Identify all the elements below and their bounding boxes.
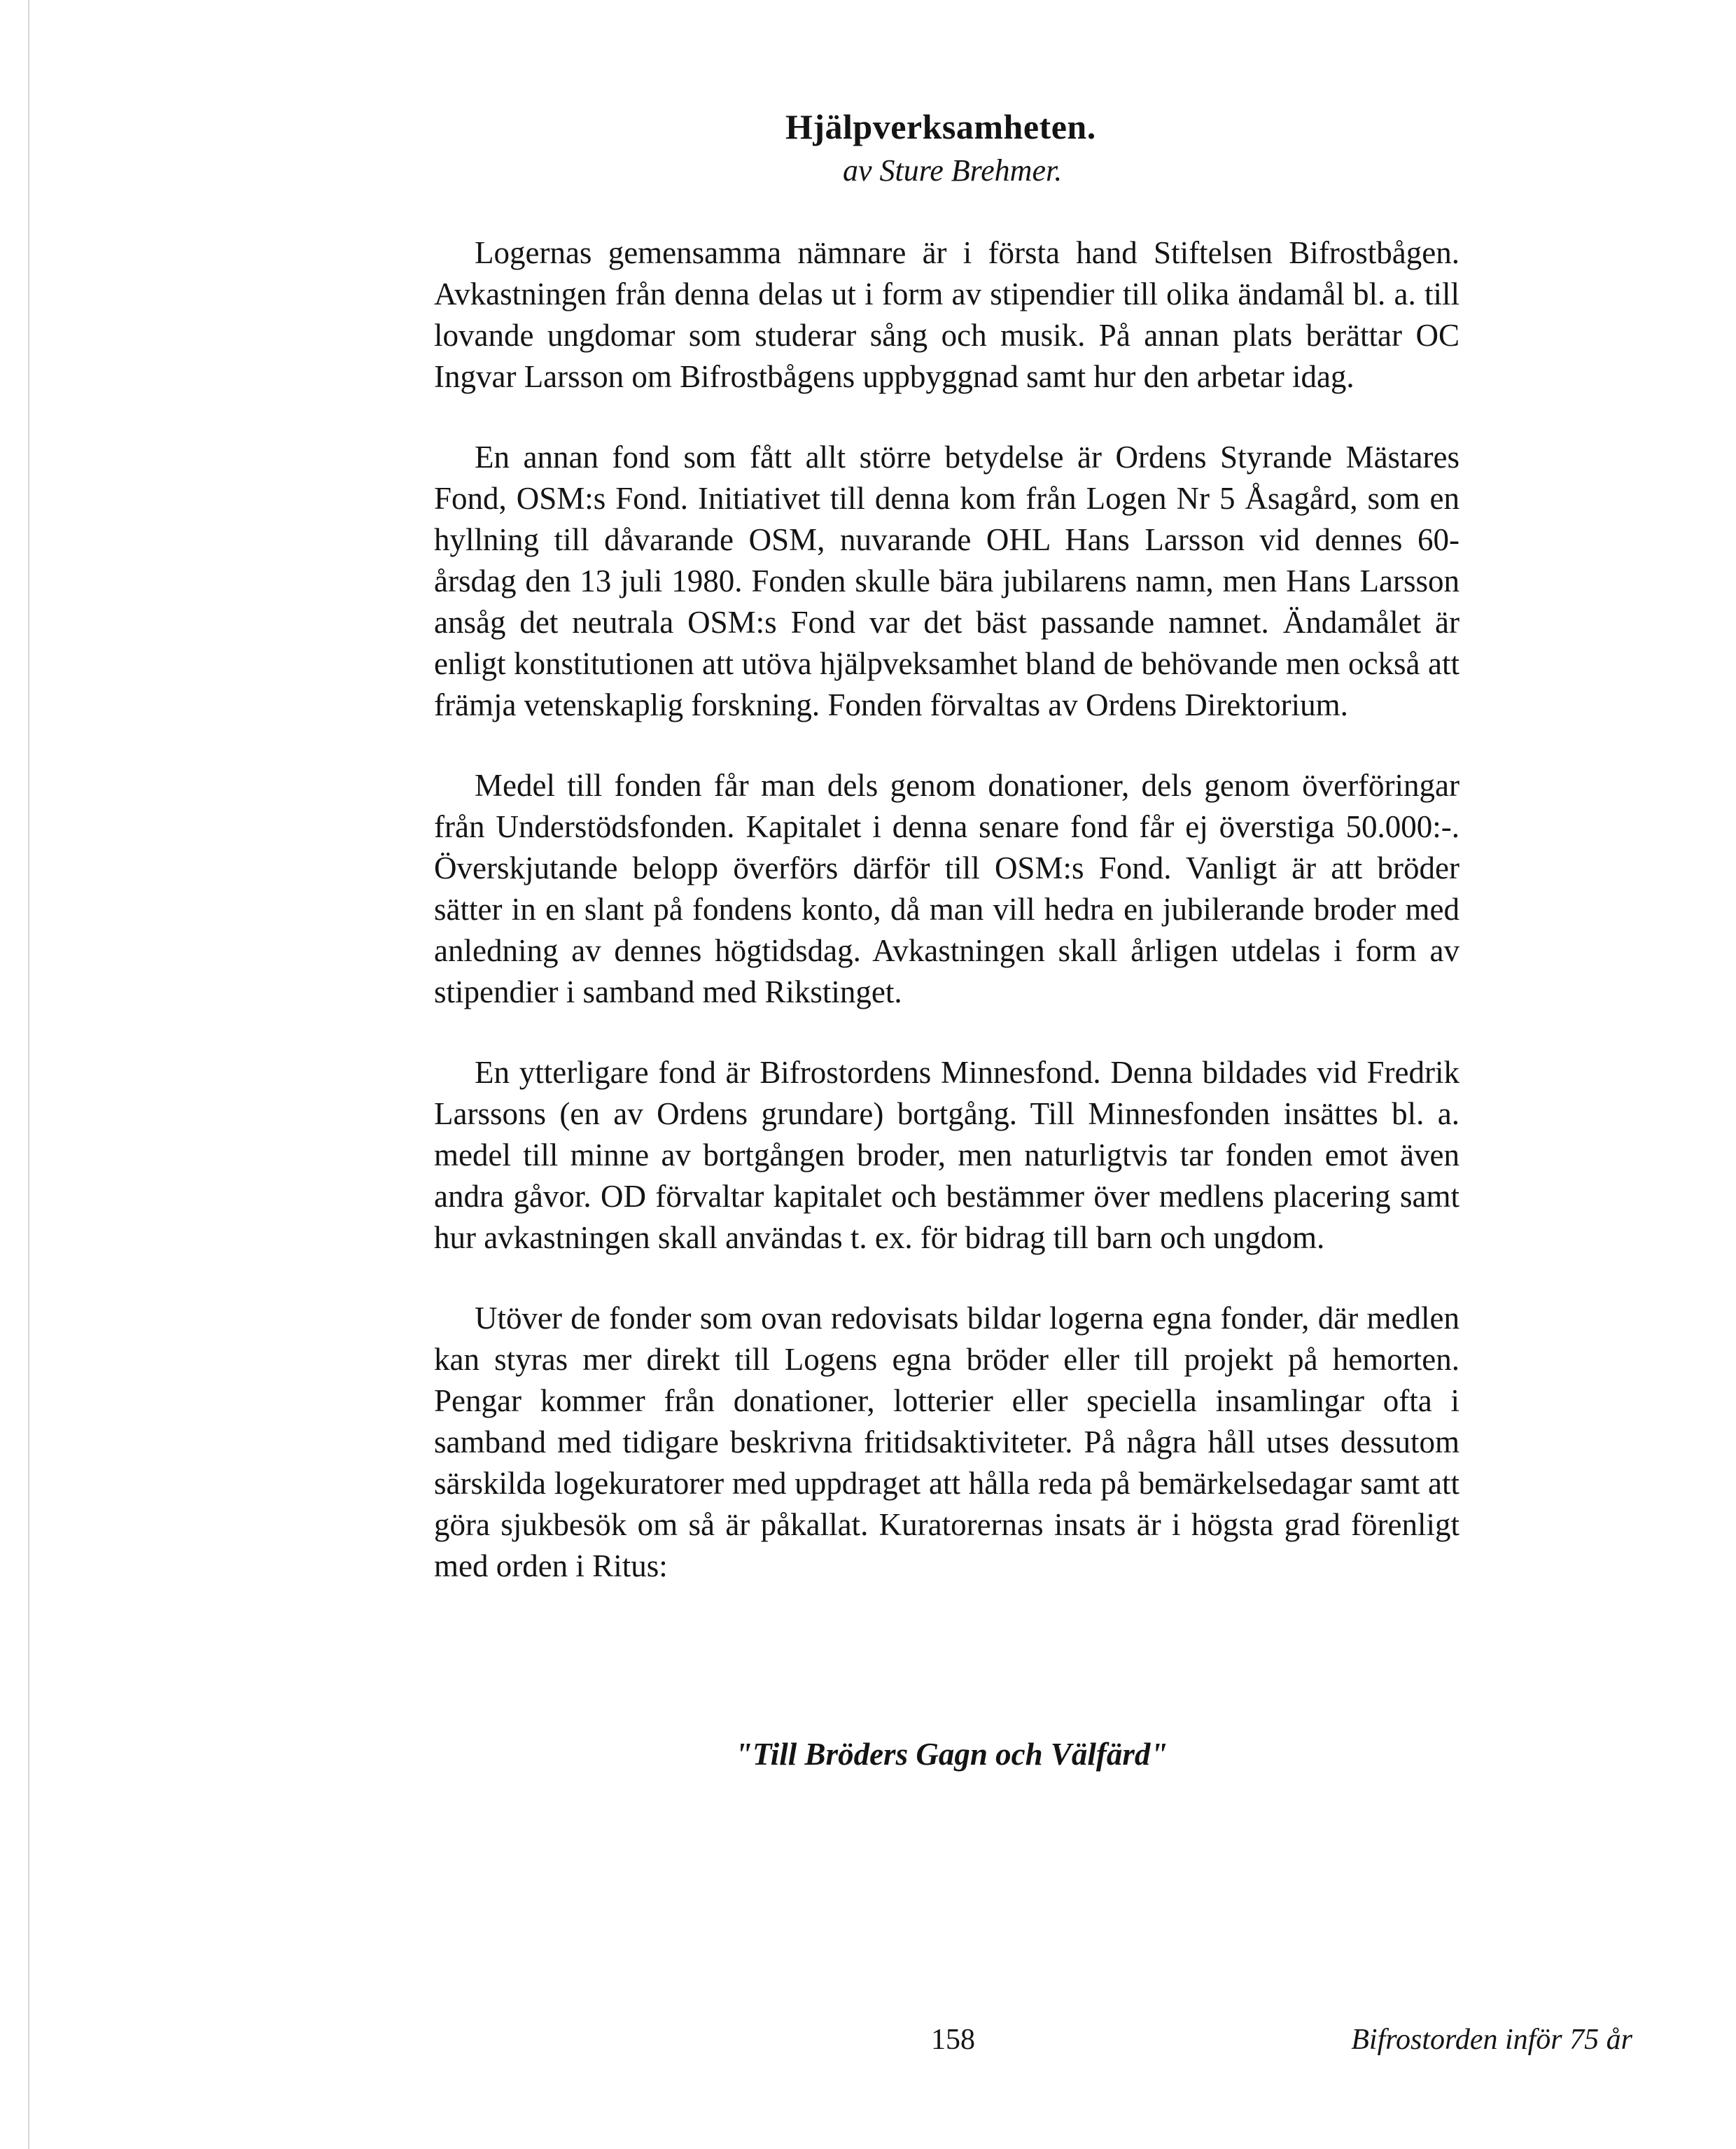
page-number: 158: [931, 2024, 975, 2056]
page-margin-line: [28, 0, 29, 2149]
paragraph: Medel till fonden får man dels genom donationer, dels genom överföringar från Understödsfonden. Kapitalet i denna senare fond får ej överstiga 50.000:-. Överskjutande belopp överförs därför till OSM:s Fond. Vanligt är att bröder sätter in en slant på fondens konto, då man vill hedra en jubilerande broder med anledning av dennes högtidsdag. Avkastningen skall årligen utdelas i form av stipendier i samband med Rikstinget.: [434, 768, 1460, 1009]
running-footer-title: Bifrostorden inför 75 år: [1351, 2024, 1632, 2056]
paragraph: Logernas gemensamma nämnare är i första hand Stiftelsen Bifrostbågen. Avkastningen från denna delas ut i form av stipendier till olika ändamål bl. a. till lovande ungdomar som studerar sång och musik. På annan plats berättar OC Ingvar Larsson om Bifrostbågens uppbyggnad samt hur den arbetar idag.: [434, 235, 1460, 394]
article-author: av Sture Brehmer.: [843, 153, 1063, 188]
paragraph: En ytterligare fond är Bifrostordens Minnesfond. Denna bildades vid Fredrik Larssons (en av Ordens grundare) bortgång. Till Minnesfonden insättes bl. a. medel till minne av bortgången broder, men naturligtvis tar fonden emot även andra gåvor. OD förvaltar kapitalet och bestämmer över medlens placering samt hur avkastningen skall användas t. ex. för bidrag till barn och ungdom.: [434, 1055, 1460, 1255]
paragraph: En annan fond som fått allt större betydelse är Ordens Styrande Mästares Fond, OSM:s Fond. Initiativet till denna kom från Logen Nr 5 Åsagård, som en hyllning till dåvarande OSM, nuvarande OHL Hans Larsson vid dennes 60-årsdag den 13 juli 1980. Fonden skulle bära jubilarens namn, men Hans Larsson ansåg det neutrala OSM:s Fond var det bäst passande namnet. Ändamålet är enligt konstitutionen att utöva hjälpveksamhet bland de behövande men också att främja vetenskaplig forskning. Fonden förvaltas av Ordens Direktorium.: [434, 440, 1460, 722]
article-body: [434, 232, 1460, 1626]
article-title: Hjälpverksamheten.: [785, 107, 1096, 146]
motto-quote: "Till Bröders Gagn och Välfärd": [735, 1737, 1168, 1772]
paragraph: Utöver de fonder som ovan redovisats bildar logerna egna fonder, där medlen kan styras mer direkt till Logens egna bröder eller till projekt på hemorten. Pengar kommer från donationer, lotterier eller speciella insamlingar ofta i samband med tidigare beskrivna fritidsaktiviteter. På några håll utses dessutom särskilda logekuratorer med uppdraget att hålla reda på bemärkelsedagar samt att göra sjukbesök om så är påkallat. Kuratorernas insats är i högsta grad förenligt med orden i Ritus:: [434, 1301, 1460, 1583]
